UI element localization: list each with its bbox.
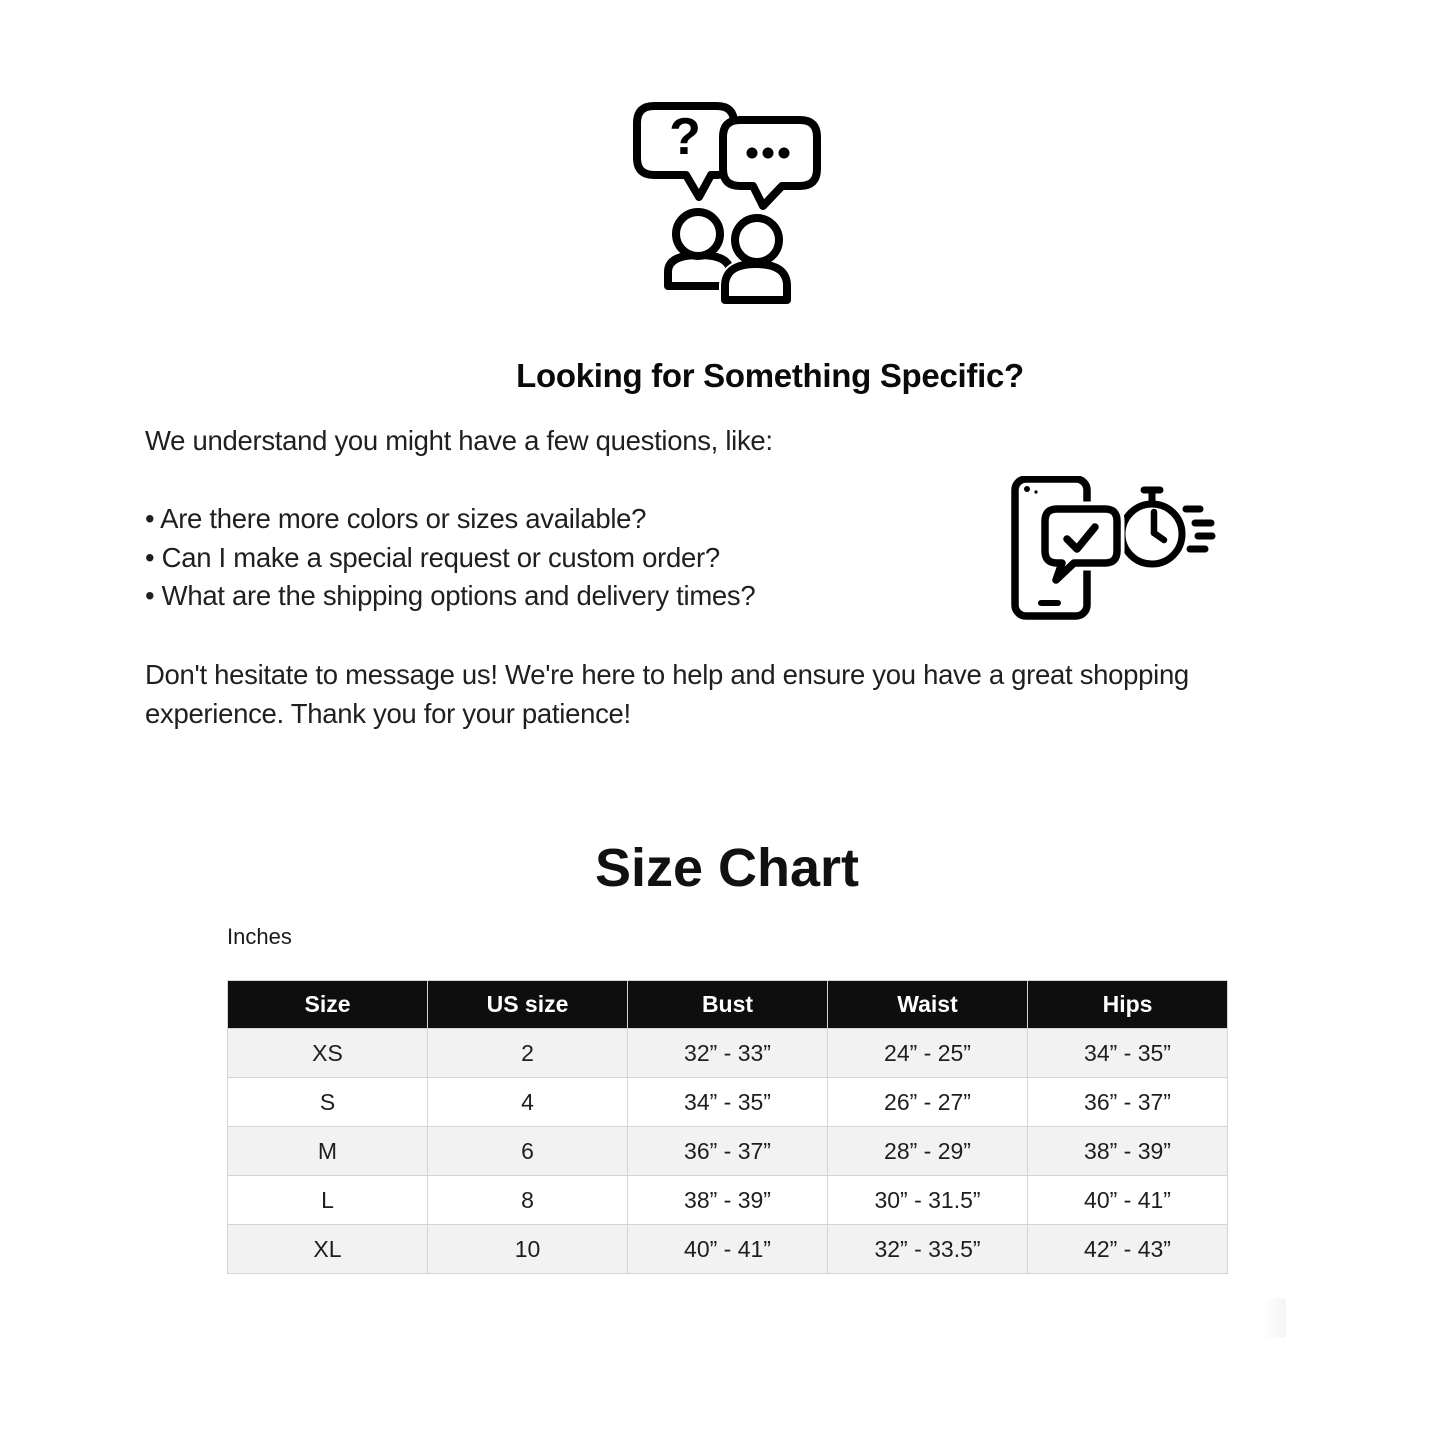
fast-reply-icon xyxy=(1010,476,1216,621)
header-cell: US size xyxy=(428,981,628,1029)
size-chart-table xyxy=(227,980,1228,1274)
size-cell: 34” - 35” xyxy=(1028,1029,1228,1078)
size-row xyxy=(228,1176,1228,1225)
question-item: • What are the shipping options and delivery times? xyxy=(145,580,756,611)
size-chart-body xyxy=(228,1029,1228,1274)
header-cell: Waist xyxy=(828,981,1028,1029)
size-cell: 34” - 35” xyxy=(628,1078,828,1127)
size-cell: 38” - 39” xyxy=(1028,1127,1228,1176)
typing-dot-icon xyxy=(747,148,758,159)
header-cell: Bust xyxy=(628,981,828,1029)
header-row xyxy=(228,981,1228,1029)
size-chart-header xyxy=(228,981,1228,1029)
size-cell: 10 xyxy=(428,1225,628,1274)
watermark xyxy=(1262,1298,1286,1338)
phone-camera-dot-icon xyxy=(1034,490,1037,493)
question-item: • Are there more colors or sizes available? xyxy=(145,503,647,534)
size-cell: 38” - 39” xyxy=(628,1176,828,1225)
unit-label: Inches xyxy=(227,924,292,949)
size-cell: 32” - 33” xyxy=(628,1029,828,1078)
outro-line: experience. Thank you for your patience! xyxy=(145,697,631,729)
size-row xyxy=(228,1029,1228,1078)
stopwatch-hand-icon xyxy=(1154,533,1164,540)
size-cell: 40” - 41” xyxy=(1028,1176,1228,1225)
help-title: Looking for Something Specific? xyxy=(516,357,1024,394)
size-cell: XS xyxy=(228,1029,428,1078)
size-cell: S xyxy=(228,1078,428,1127)
size-row xyxy=(228,1078,1228,1127)
size-cell: 8 xyxy=(428,1176,628,1225)
size-cell: 36” - 37” xyxy=(1028,1078,1228,1127)
size-row xyxy=(228,1225,1228,1274)
size-cell: L xyxy=(228,1176,428,1225)
size-cell: XL xyxy=(228,1225,428,1274)
size-cell: 36” - 37” xyxy=(628,1127,828,1176)
typing-dot-icon xyxy=(763,148,774,159)
size-cell: M xyxy=(228,1127,428,1176)
size-cell: 32” - 33.5” xyxy=(828,1225,1028,1274)
help-outro xyxy=(145,656,1189,733)
size-chart-title: Size Chart xyxy=(594,838,860,898)
size-cell: 40” - 41” xyxy=(628,1225,828,1274)
phone-camera-dot-icon xyxy=(1024,486,1030,492)
size-row xyxy=(228,1127,1228,1176)
outro-line: Don't hesitate to message us! We're here to help and ensure you have a great shopping xyxy=(145,659,1189,690)
conversation-icon xyxy=(627,98,827,323)
size-cell: 28” - 29” xyxy=(828,1127,1028,1176)
size-cell: 30” - 31.5” xyxy=(828,1176,1028,1225)
question-item: • Can I make a special request or custom order? xyxy=(145,541,720,573)
question-mark-glyph: ? xyxy=(669,108,701,166)
question-list xyxy=(145,500,755,616)
typing-dot-icon xyxy=(779,148,790,159)
header-cell: Hips xyxy=(1028,981,1228,1029)
help-intro: We understand you might have a few questions, like: xyxy=(145,425,773,456)
size-cell: 24” - 25” xyxy=(828,1029,1028,1078)
size-cell: 42” - 43” xyxy=(1028,1225,1228,1274)
person-head-icon xyxy=(676,212,720,256)
size-cell: 26” - 27” xyxy=(828,1078,1028,1127)
typing-bubble-icon xyxy=(723,120,817,206)
person-head-icon xyxy=(735,218,779,262)
size-cell: 6 xyxy=(428,1127,628,1176)
header-cell: Size xyxy=(228,981,428,1029)
size-cell: 2 xyxy=(428,1029,628,1078)
person-body-icon xyxy=(725,264,787,300)
size-cell: 4 xyxy=(428,1078,628,1127)
